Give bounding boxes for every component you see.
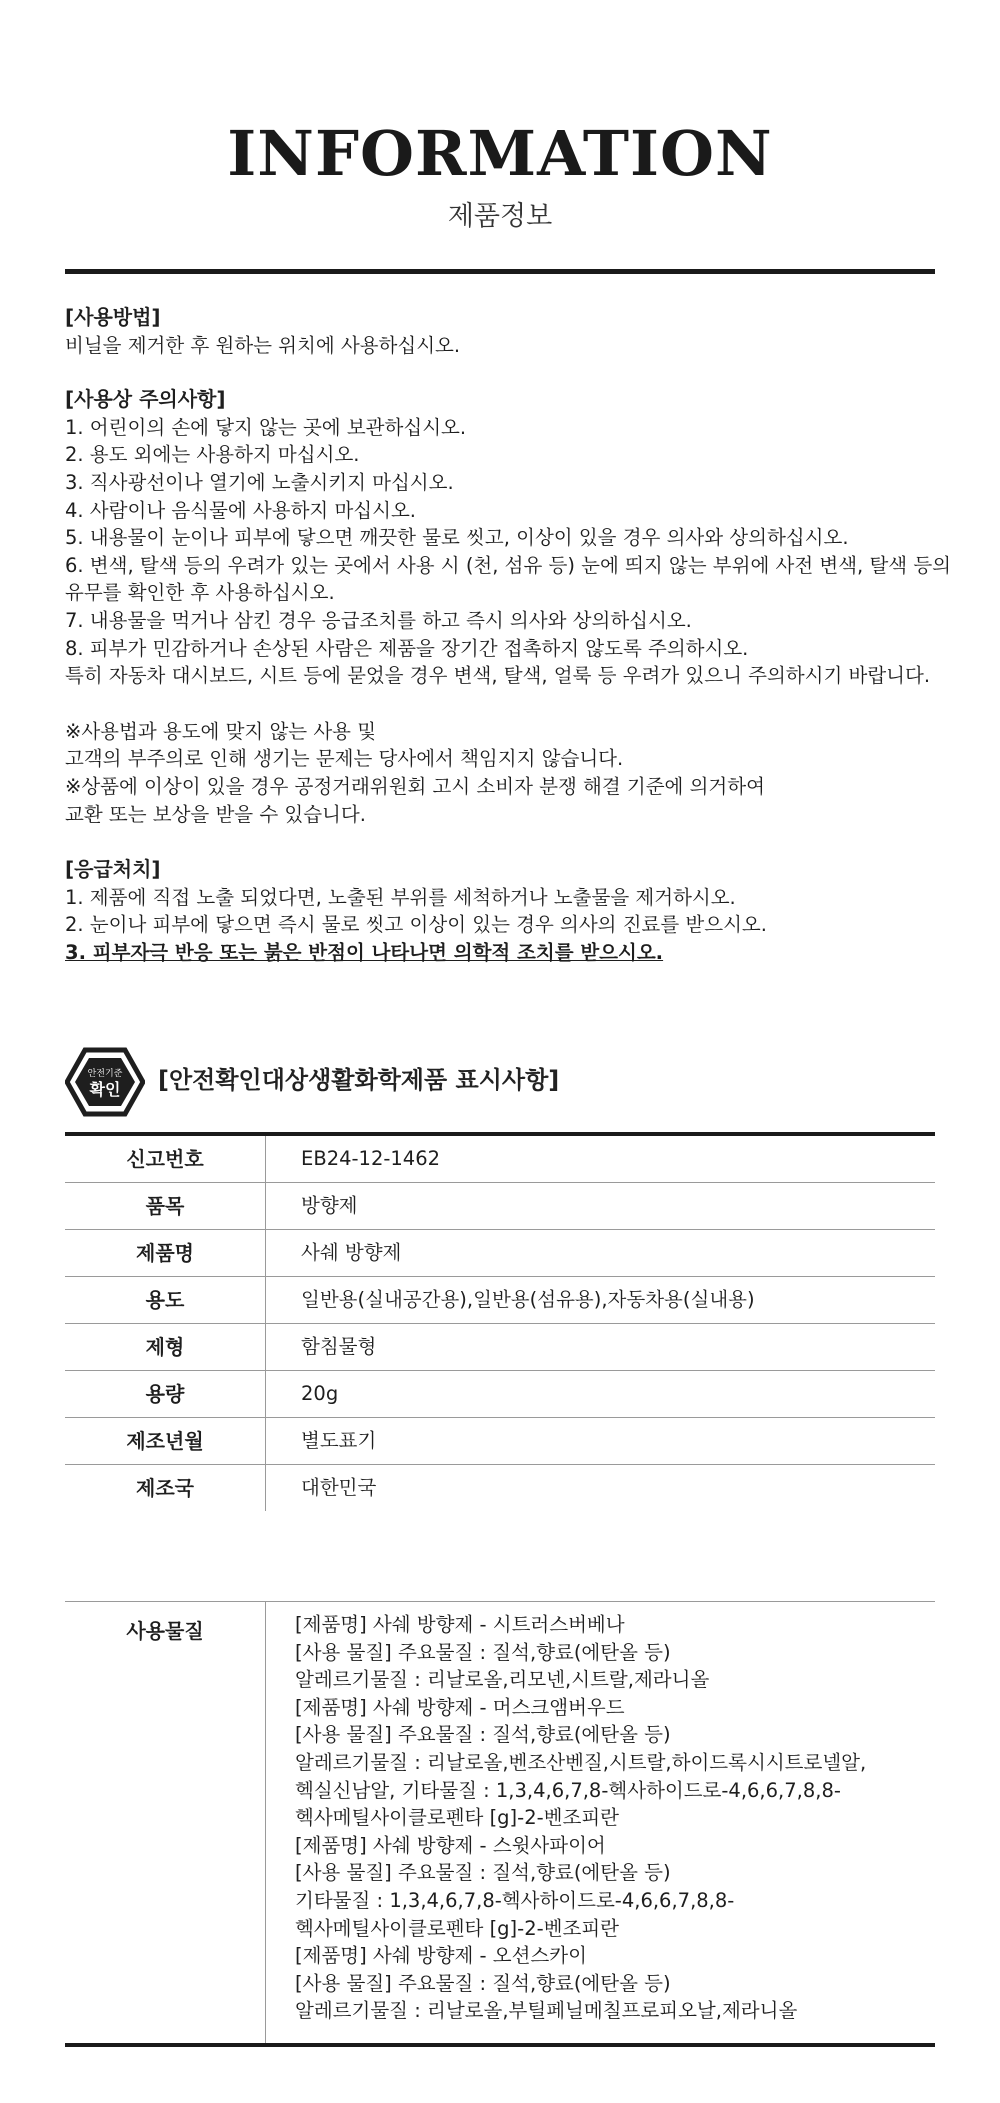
table-row bbox=[65, 1183, 935, 1230]
row-value: 사쉐 방향제 bbox=[301, 1241, 402, 1264]
table-row bbox=[65, 1324, 935, 1371]
materials-line: 기타물질 : 1,3,4,6,7,8-헥사하이드로-4,6,6,7,8,8- bbox=[295, 1888, 735, 1912]
safety-check-badge-icon bbox=[65, 1046, 145, 1118]
materials-line: [사용 물질] 주요물질 : 질석,향료(에탄올 등) bbox=[295, 1971, 671, 1995]
materials-bottom-rule bbox=[65, 2043, 935, 2047]
row-label: 제품명 bbox=[65, 1230, 266, 1276]
page-title: INFORMATION bbox=[227, 117, 773, 190]
caution-line: 2. 용도 외에는 사용하지 마십시오. bbox=[65, 443, 360, 467]
materials-line: [제품명] 사쉐 방향제 - 시트러스버베나 bbox=[295, 1613, 625, 1636]
row-label: 제조국 bbox=[65, 1465, 266, 1511]
row-value: 대한민국 bbox=[301, 1476, 377, 1499]
materials-table bbox=[65, 1601, 935, 2047]
table-row bbox=[65, 1230, 935, 1277]
caution-note: ※사용법과 용도에 맞지 않는 사용 및 bbox=[65, 719, 377, 743]
row-value: EB24-12-1462 bbox=[301, 1147, 441, 1170]
row-value: 별도표기 bbox=[301, 1429, 377, 1452]
materials-line: 헥실신남알, 기타물질 : 1,3,4,6,7,8-헥사하이드로-4,6,6,7,8,8- bbox=[295, 1778, 841, 1802]
materials-line: [제품명] 사쉐 방향제 - 머스크앰버우드 bbox=[295, 1695, 625, 1719]
table-row bbox=[65, 1136, 935, 1183]
materials-line: 헥사메틸사이클로펜타 [g]-2-벤조피란 bbox=[295, 1916, 619, 1940]
row-label: 용도 bbox=[65, 1277, 266, 1323]
materials-line: 알레르기물질 : 리날로올,벤조산벤질,시트랄,하이드록시시트로넬알, bbox=[295, 1750, 867, 1774]
first-aid-title: [응급처치] bbox=[65, 857, 161, 882]
spec-table bbox=[65, 1132, 935, 1511]
first-aid-line: 1. 제품에 직접 노출 되었다면, 노출된 부위를 세척하거나 노출물을 제거하시오. bbox=[65, 885, 736, 909]
caution-line: 8. 피부가 민감하거나 손상된 사람은 제품을 장기간 접촉하지 않도록 주의하시오. bbox=[65, 636, 749, 660]
page-subtitle: 제품정보 bbox=[447, 201, 553, 232]
materials-line: 알레르기물질 : 리날로올,리모넨,시트랄,제라니올 bbox=[295, 1668, 710, 1692]
caution-line: 3. 직사광선이나 열기에 노출시키지 마십시오. bbox=[65, 470, 454, 494]
materials-line: [사용 물질] 주요물질 : 질석,향료(에탄올 등) bbox=[295, 1723, 671, 1747]
row-label: 품목 bbox=[65, 1183, 266, 1229]
caution-line: 6. 변색, 탈색 등의 우려가 있는 곳에서 사용 시 (천, 섬유 등) 눈에 띄지 않는 부위에 사전 변색, 탈색 등의 bbox=[65, 553, 951, 577]
caution-line: 특히 자동차 대시보드, 시트 등에 묻었을 경우 변색, 탈색, 얼룩 등 우려가 있으니 주의하시기 바랍니다. bbox=[65, 664, 931, 688]
materials-line: [제품명] 사쉐 방향제 - 오션스카이 bbox=[295, 1944, 587, 1968]
first-aid-emphasis: 3. 피부자극 반응 또는 붉은 반점이 나타나면 의학적 조치를 받으시오. bbox=[65, 940, 664, 964]
usage-title: [사용방법] bbox=[65, 305, 161, 329]
materials-line: [사용 물질] 주요물질 : 질석,향료(에탄올 등) bbox=[295, 1861, 671, 1885]
cautions-title: [사용상 주의사항] bbox=[65, 387, 226, 412]
row-value: 방향제 bbox=[301, 1194, 358, 1217]
materials-line: [사용 물질] 주요물질 : 질석,향료(에탄올 등) bbox=[295, 1640, 671, 1664]
row-label: 용량 bbox=[65, 1371, 266, 1417]
materials-line: 헥사메틸사이클로펜타 [g]-2-벤조피란 bbox=[295, 1806, 619, 1830]
badge-small-text: 안전기준 bbox=[87, 1069, 123, 1079]
row-label: 제조년월 bbox=[65, 1418, 266, 1464]
first-aid-line: 2. 눈이나 피부에 닿으면 즉시 물로 씻고 이상이 있는 경우 의사의 진료를 받으시오. bbox=[65, 913, 767, 937]
caution-line: 5. 내용물이 눈이나 피부에 닿으면 깨끗한 물로 씻고, 이상이 있을 경우 의사와 상의하십시오. bbox=[65, 526, 849, 550]
materials-line: 알레르기물질 : 리날로올,부틸페닐메칠프로피오날,제라니올 bbox=[295, 1999, 798, 2023]
info-content bbox=[65, 304, 951, 966]
row-value: 함침물형 bbox=[301, 1335, 377, 1358]
row-label: 제형 bbox=[65, 1324, 266, 1370]
badge-big-text: 확인 bbox=[89, 1080, 121, 1099]
caution-note: 고객의 부주의로 인해 생기는 문제는 당사에서 책임지지 않습니다. bbox=[65, 747, 624, 771]
top-divider bbox=[65, 269, 935, 274]
materials-label: 사용물질 bbox=[126, 1619, 204, 1643]
materials-line: [제품명] 사쉐 방향제 - 스윗사파이어 bbox=[295, 1833, 606, 1857]
row-value: 일반용(실내공간용),일반용(섬유용),자동차용(실내용) bbox=[301, 1288, 755, 1311]
materials-value bbox=[295, 1611, 925, 2025]
caution-line: 1. 어린이의 손에 닿지 않는 곳에 보관하십시오. bbox=[65, 415, 467, 439]
caution-note: ※상품에 이상이 있을 경우 공정거래위원회 고시 소비자 분쟁 해결 기준에 의거하여 bbox=[65, 774, 765, 798]
row-label: 신고번호 bbox=[65, 1136, 266, 1182]
table-row bbox=[65, 1418, 935, 1465]
table-row bbox=[65, 1465, 935, 1511]
caution-line: 7. 내용물을 먹거나 삼킨 경우 응급조치를 하고 즉시 의사와 상의하십시오. bbox=[65, 608, 692, 632]
table-row bbox=[65, 1277, 935, 1324]
safety-title: [안전확인대상생활화학제품 표시사항] bbox=[158, 1066, 560, 1094]
row-value: 20g bbox=[301, 1382, 339, 1405]
materials-divider bbox=[265, 1602, 266, 2043]
usage-text: 비닐을 제거한 후 원하는 위치에 사용하십시오. bbox=[65, 333, 461, 357]
caution-line: 4. 사람이나 음식물에 사용하지 마십시오. bbox=[65, 498, 416, 522]
materials-top-rule bbox=[65, 1601, 935, 1602]
caution-note: 교환 또는 보상을 받을 수 있습니다. bbox=[65, 802, 366, 826]
caution-line: 유무를 확인한 후 사용하십시오. bbox=[65, 581, 335, 605]
table-row bbox=[65, 1371, 935, 1418]
